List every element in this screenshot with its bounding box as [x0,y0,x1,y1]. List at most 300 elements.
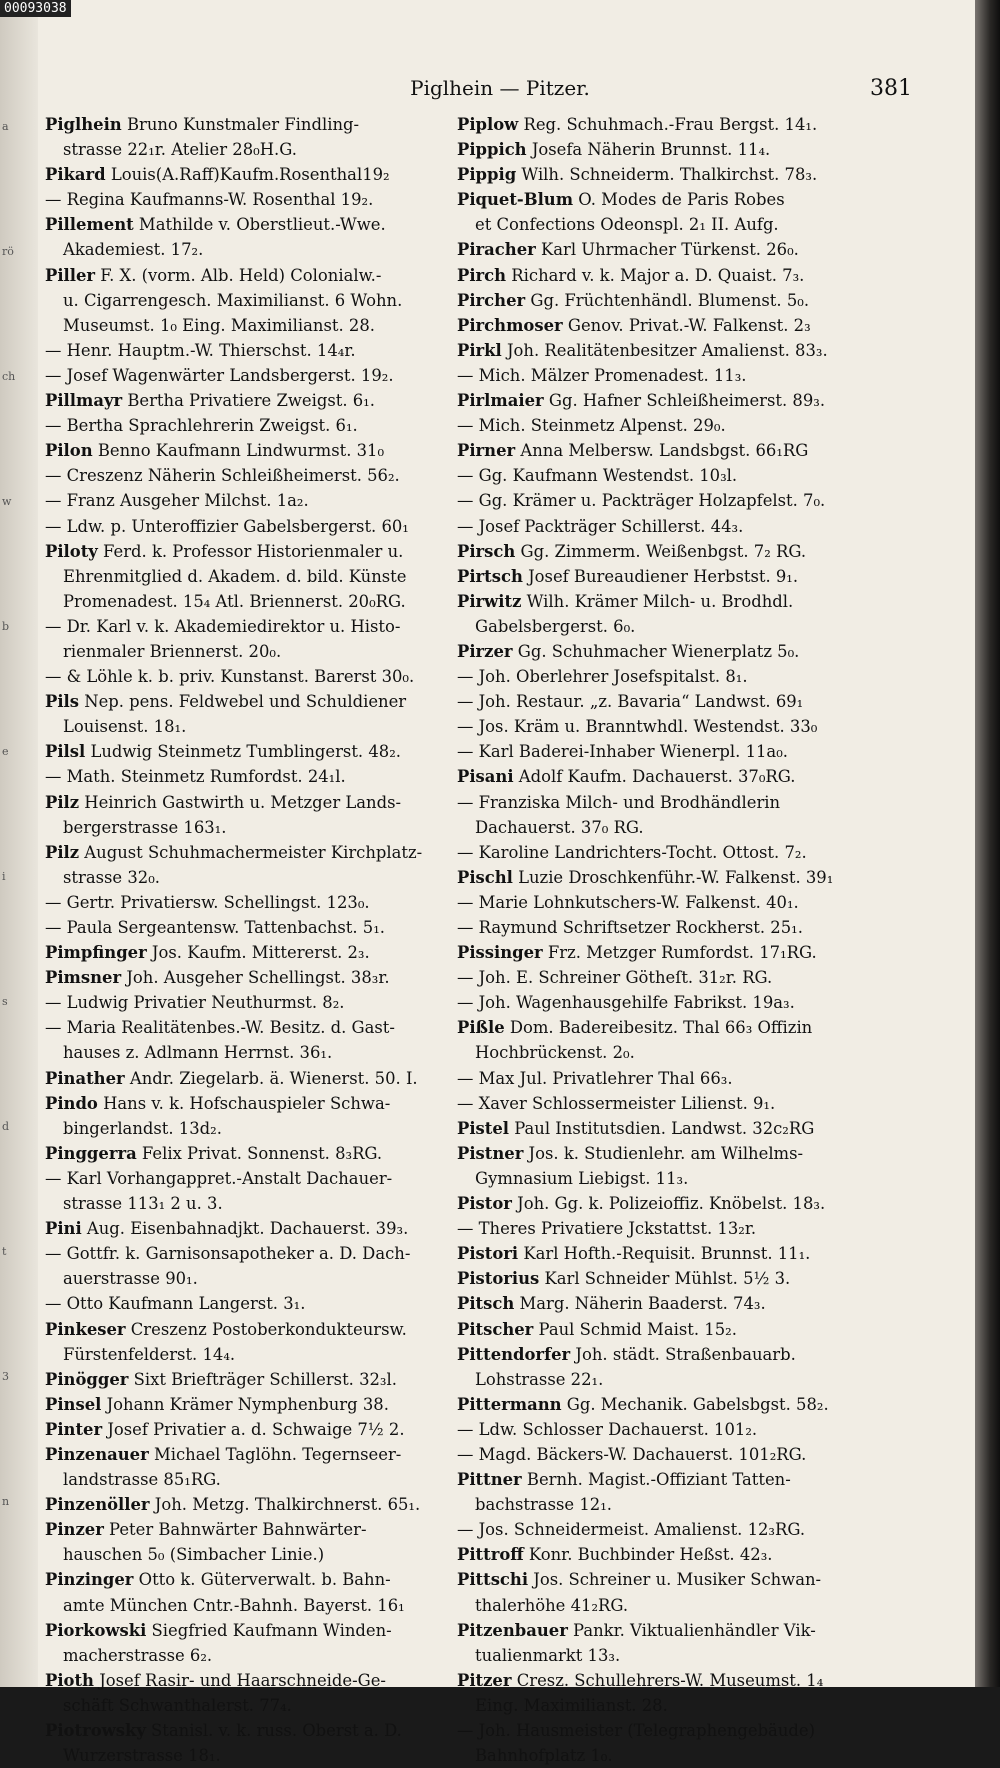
directory-line [457,1266,879,1291]
entry-text: Pankr. Viktualienhändler Vik- [567,1620,816,1640]
surname: Pillement [45,215,134,235]
surname: Pirtsch [457,566,523,586]
directory-line [45,689,467,714]
directory-line [45,965,467,990]
entry-text: Karl Hofth.-Requisit. Brunnst. 11₁. [518,1244,811,1264]
directory-line [45,1291,467,1316]
surname: Pinögger [45,1369,129,1389]
entry-text: Adolf Kaufm. Dachauerst. 37₀RG. [513,767,796,787]
surname: Pistner [457,1143,524,1163]
entry-text: — Regina Kaufmanns-W. Rosenthal 19₂. [45,190,374,210]
entry-text: Ferd. k. Professor Historienmaler u. [97,541,404,561]
entry-text: — Otto Kaufmann Langerst. 3₁. [45,1294,306,1314]
directory-line [457,1417,879,1442]
directory-line [45,1241,467,1266]
entry-text: schäft Schwanthalerst. 77₄. [63,1695,292,1715]
margin-fragment: b [2,620,10,633]
entry-text: hauschen 5₀ (Simbacher Linie.) [63,1545,325,1565]
entry-text: O. Modes de Paris Robes [573,190,785,210]
entry-text: Marg. Näherin Baaderst. 74₃. [514,1294,766,1314]
entry-text: Sixt Briefträger Schillerst. 32₃l. [128,1369,397,1389]
directory-line [457,363,879,388]
directory-line [45,488,467,513]
margin-fragment: e [2,745,9,758]
directory-line [45,739,467,764]
directory-line [45,162,467,187]
entry-text: — Joh. Restaur. „z. Bavaria“ Landwst. 69₁ [457,692,804,712]
entry-text: Lohstrasse 22₁. [475,1369,604,1389]
entry-text: Akademiest. 17₂. [63,240,204,260]
entry-text: Joh. Metzg. Thalkirchnerst. 65₁. [149,1495,421,1515]
entry-text: Wurzerstrasse 18₁. [63,1746,221,1766]
entry-text: — Henr. Hauptm.-W. Thierschst. 14₄r. [45,340,356,360]
directory-line [457,1141,879,1166]
directory-line [457,112,879,137]
margin-fragment: a [2,120,9,133]
entry-text: Andr. Ziegelarb. ä. Wienerst. 50. I. [124,1068,418,1088]
surname: Piller [45,265,96,285]
surname: Pistor [457,1194,512,1214]
surname: Pilz [45,842,80,862]
directory-line [457,739,879,764]
entry-text: August Schuhmachermeister Kirchplatz- [79,842,423,862]
entry-text: Heinrich Gastwirth u. Metzger Lands- [79,792,402,812]
directory-line [45,413,467,438]
book-spine [975,0,1000,1687]
entry-text: — Max Jul. Privatlehrer Thal 66₃. [457,1068,733,1088]
entry-text: Louisenst. 18₁. [63,717,187,737]
directory-line [45,1668,467,1693]
directory-line [45,1040,467,1065]
directory-line [45,915,467,940]
entry-text: Peter Bahnwärter Bahnwärter- [103,1520,367,1540]
directory-line [45,1618,467,1643]
entry-text: strasse 113₁ 2 u. 3. [63,1194,223,1214]
surname: Pissinger [457,943,543,963]
entry-text: Eing. Maximilianst. 28. [475,1695,668,1715]
margin-fragment: d [2,1120,10,1133]
surname: Pinzenauer [45,1444,149,1464]
previous-page-edge [0,0,38,1687]
directory-line [45,714,467,739]
directory-line [457,1291,879,1316]
surname: Pirner [457,441,516,461]
surname: Pistori [457,1244,519,1264]
directory-line [45,1593,467,1618]
directory-line [457,790,879,815]
entry-text: Gg. Früchtenhändl. Blumenst. 5₀. [525,290,810,310]
entry-text: Josefa Näherin Brunnst. 11₄. [526,140,771,160]
directory-line [45,589,467,614]
surname: Piloty [45,541,98,561]
surname: Pittschi [457,1570,529,1590]
directory-line [45,1567,467,1592]
directory-line [457,1618,879,1643]
directory-line [45,940,467,965]
surname: Piotrowsky [45,1721,146,1740]
entry-text: Joh. Gg. k. Polizeioffiz. Knöbelst. 18₃. [511,1194,826,1214]
surname: Piracher [457,240,536,260]
directory-line [45,313,467,338]
entry-text: — Ldw. Schlosser Dachauerst. 101₂. [457,1419,758,1439]
entry-text: Stanisl. v. k. russ. Oberst a. D. [145,1721,402,1740]
directory-line [45,388,467,413]
surname: Pinzinger [45,1570,134,1590]
entry-text: — Gg. Krämer u. Packträger Holzapfelst. 7₀. [457,491,826,511]
directory-line [45,890,467,915]
entry-text: bachstrasse 12₁. [475,1495,612,1515]
entry-text: Gymnasium Liebigst. 11₃. [475,1168,689,1188]
entry-text: Creszenz Postoberkondukteursw. [125,1319,407,1339]
entry-text: Otto k. Güterverwalt. b. Bahn- [133,1570,391,1590]
entry-text: Wilh. Schneiderm. Thalkirchst. 78₃. [516,165,818,185]
entry-text: — Gertr. Privatiersw. Schellingst. 123₀. [45,892,370,912]
directory-line [457,965,879,990]
margin-fragment: s [2,995,8,1008]
surname: Pillmayr [45,391,123,411]
entry-text: Gg. Schuhmacher Wienerplatz 5₀. [512,641,800,661]
page-number: 381 [870,76,912,101]
surname: Pinzenöller [45,1495,150,1515]
directory-line [457,237,879,262]
directory-line [45,1417,467,1442]
surname: Pinggerra [45,1143,137,1163]
surname: Pistel [457,1118,510,1138]
entry-text: — Joh. Oberlehrer Josefspitalst. 8₁. [457,667,748,687]
directory-line [457,212,879,237]
running-title: Piglhein — Pitzer. [410,76,590,100]
directory-line [457,263,879,288]
directory-line [45,137,467,162]
entry-text: — Magd. Bäckers-W. Dachauerst. 101₂RG. [457,1444,807,1464]
surname: Pittroff [457,1545,524,1565]
entry-text: — Creszenz Näherin Schleißheimerst. 56₂. [45,466,400,486]
directory-line [457,137,879,162]
directory-line [45,1467,467,1492]
entry-text: — Raymund Schriftsetzer Rockherst. 25₁. [457,918,803,937]
directory-line [45,1643,467,1668]
entry-text: F. X. (vorm. Alb. Held) Colonialw.- [95,265,382,285]
directory-line [457,514,879,539]
entry-text: Anna Melbersw. Landsbgst. 66₁RG [515,441,809,461]
entry-text: Bernh. Magist.-Offiziant Tatten- [521,1470,791,1490]
entry-text: — Franz Ausgeher Milchst. 1a₂. [45,491,309,511]
directory-line [457,1743,879,1768]
directory-line [457,1216,879,1241]
entry-text: Konr. Buchbinder Heßst. 42₃. [523,1545,773,1565]
entry-text: Paul Institutsdien. Landwst. 32c₂RG [509,1118,815,1138]
directory-line [457,1166,879,1191]
surname: Pisani [457,767,514,787]
margin-fragment: n [2,1495,10,1508]
entry-text: Jos. Kaufm. Mittererst. 2₃. [146,943,370,963]
entry-text: strasse 32₀. [63,867,160,887]
directory-line [45,1091,467,1116]
directory-line [457,438,879,463]
entry-text: — Jos. Schneidermeist. Amalienst. 12₃RG. [457,1520,806,1540]
directory-line [457,1241,879,1266]
entry-text: Luzie Droschkenführ.-W. Falkenst. 39₁ [512,867,834,887]
surname: Pimpfinger [45,943,147,963]
directory-line [457,288,879,313]
directory-line [457,1467,879,1492]
surname: Pippich [457,140,527,160]
directory-line [45,639,467,664]
directory-line [457,162,879,187]
entry-text: thalerhöhe 41₂RG. [475,1595,629,1615]
entry-text: — Marie Lohnkutschers-W. Falkenst. 40₁. [457,892,799,912]
entry-text: rienmaler Briennerst. 20₀. [63,641,282,661]
directory-line [457,1492,879,1517]
surname: Pirsch [457,541,516,561]
entry-text: — Ludwig Privatier Neuthurmst. 8₂. [45,993,345,1013]
directory-line [45,187,467,212]
directory-line [457,1542,879,1567]
entry-text: — Paula Sergeantensw. Tattenbachst. 5₁. [45,918,385,937]
directory-line [457,1593,879,1618]
entry-text: amte München Cntr.-Bahnh. Bayerst. 16₁ [63,1595,405,1615]
directory-line [457,1191,879,1216]
entry-text: — Josef Wagenwärter Landsbergerst. 19₂. [45,365,394,385]
directory-line [45,1693,467,1718]
directory-line [45,1367,467,1392]
directory-line [457,764,879,789]
entry-text: Gabelsbergerst. 6₀. [475,616,636,636]
directory-line [457,463,879,488]
directory-line [45,840,467,865]
directory-line [45,1442,467,1467]
surname: Pirzer [457,641,513,661]
directory-line [45,1266,467,1291]
entry-text: auerstrasse 90₁. [63,1269,198,1289]
directory-line [45,1392,467,1417]
entry-text: Siegfried Kaufmann Winden- [146,1620,392,1640]
directory-line [457,1668,879,1693]
entry-text: Cresz. Schullehrers-W. Museumst. 1₄ [511,1670,824,1690]
directory-line [45,212,467,237]
entry-text: Hans v. k. Hofschauspieler Schwa- [97,1093,391,1113]
directory-line [45,363,467,388]
entry-text: — Jos. Kräm u. Branntwhdl. Westendst. 33₀ [457,717,818,737]
entry-text: tualienmarkt 13₃. [475,1645,621,1665]
entry-text: — Mich. Mälzer Promenadest. 11₃. [457,365,747,385]
directory-line [457,1517,879,1542]
surname: Pinsel [45,1394,102,1414]
directory-line [45,564,467,589]
entry-text: — & Löhle k. b. priv. Kunstanst. Barerst 30₀. [45,667,415,687]
entry-text: Richard v. k. Major a. D. Quaist. 7₃. [506,265,805,285]
directory-line [45,815,467,840]
directory-line [45,1066,467,1091]
entry-text: Bahnhofplatz 1₀. [475,1746,613,1766]
directory-line [457,338,879,363]
entry-text: — Karl Vorhangappret.-Anstalt Dachauer- [45,1168,393,1188]
surname: Piorkowski [45,1620,147,1640]
entry-text: — Gottfr. k. Garnisonsapotheker a. D. Dach- [45,1244,411,1264]
entry-text: — Joh. E. Schreiner Götheſt. 31₂r. RG. [457,968,773,988]
margin-fragment: 3 [2,1370,9,1383]
entry-text: Michael Taglöhn. Tegernseer- [148,1444,402,1464]
directory-line [45,1015,467,1040]
directory-line [457,488,879,513]
surname: Pirlmaier [457,391,544,411]
entry-text: Paul Schmid Maist. 15₂. [533,1319,737,1339]
entry-text: Aug. Eisenbahnadjkt. Dachauerst. 39₃. [81,1219,409,1239]
surname: Pitscher [457,1319,534,1339]
directory-line [457,1091,879,1116]
entry-text: — Mich. Steinmetz Alpenst. 29₀. [457,416,726,436]
directory-line [45,990,467,1015]
directory-line [457,1317,879,1342]
surname: Pioth [45,1670,94,1690]
entry-text: — Math. Steinmetz Rumfordst. 24₁l. [45,767,346,787]
margin-fragment: rö [2,245,14,258]
directory-line [45,1517,467,1542]
directory-line [457,388,879,413]
directory-line [457,1567,879,1592]
directory-line [457,589,879,614]
entry-text: Bruno Kunstmaler Findling- [121,115,360,134]
entry-text: Reg. Schuhmach.-Frau Bergst. 14₁. [518,115,818,134]
entry-text: — Gg. Kaufmann Westendst. 10₃l. [457,466,738,486]
directory-line [457,1015,879,1040]
entry-text: Josef Rasir- und Haarschneide-Ge- [93,1670,386,1690]
entry-text: — Bertha Sprachlehrerin Zweigst. 6₁. [45,416,358,436]
entry-text: Dom. Badereibesitz. Thal 66₃ Offizin [504,1018,813,1038]
directory-line [457,915,879,940]
entry-text: Wilh. Krämer Milch- u. Brodhdl. [521,591,794,611]
directory-line [457,815,879,840]
entry-text: macherstrasse 6₂. [63,1645,213,1665]
surname: Piglhein [45,115,122,134]
directory-line [457,1066,879,1091]
directory-line [457,714,879,739]
entry-text: — Josef Packträger Schillerst. 44₃. [457,516,744,536]
entry-text: Bertha Privatiere Zweigst. 6₁. [122,391,375,411]
entry-text: Felix Privat. Sonnenst. 8₃RG. [136,1143,383,1163]
directory-line [457,689,879,714]
entry-text: Josef Privatier a. d. Schwaige 7½ 2. [102,1419,405,1439]
directory-line [457,1367,879,1392]
surname: Pittermann [457,1394,562,1414]
directory-line [45,1116,467,1141]
directory-line [45,1191,467,1216]
entry-text: Josef Bureaudiener Herbstst. 9₁. [522,566,799,586]
surname: Pittendorfer [457,1344,571,1364]
entry-text: Mathilde v. Oberstlieut.-Wwe. [133,215,386,235]
directory-line [45,1216,467,1241]
entry-text: Johann Krämer Nymphenburg 38. [101,1394,389,1414]
directory-line [45,1718,467,1743]
surname: Pitzenbauer [457,1620,568,1640]
directory-line [457,639,879,664]
margin-fragment: t [2,1245,7,1258]
directory-line [457,614,879,639]
directory-line [45,112,467,137]
surname: Pini [45,1219,82,1239]
entry-text: u. Cigarrengesch. Maximilianst. 6 Wohn. [63,290,403,310]
directory-line [45,664,467,689]
entry-text: — Theres Privatiere Jckstattst. 13₂r. [457,1219,757,1239]
entry-text: — Karoline Landrichters-Tocht. Ottost. 7₂. [457,842,807,862]
directory-line [45,288,467,313]
directory-line [457,890,879,915]
surname: Pinather [45,1068,125,1088]
entry-text: — Karl Baderei-Inhaber Wienerpl. 11a₀. [457,742,788,762]
entry-text: strasse 22₁r. Atelier 28₀H.G. [63,140,297,160]
entry-text: Ehrenmitglied d. Akadem. d. bild. Künste [63,566,407,586]
directory-line [45,865,467,890]
directory-line [457,990,879,1015]
surname: Pitsch [457,1294,515,1314]
directory-line [457,1693,879,1718]
entry-text: hauses z. Adlmann Herrnst. 36₁. [63,1043,333,1063]
directory-line [457,1392,879,1417]
directory-line [457,539,879,564]
surname: Pirwitz [457,591,522,611]
directory-line [45,263,467,288]
entry-text: Karl Uhrmacher Türkenst. 26₀. [535,240,799,260]
directory-line [45,1317,467,1342]
directory-line [457,313,879,338]
entry-text: Gg. Zimmerm. Weißenbgst. 7₂ RG. [515,541,807,561]
entry-text: Frz. Metzger Rumfordst. 17₁RG. [542,943,817,963]
directory-line [457,1040,879,1065]
entry-text: bergerstrasse 163₁. [63,817,227,837]
surname: Pirch [457,265,507,285]
entry-text: Dachauerst. 37₀ RG. [475,817,644,837]
left-column [45,112,467,1768]
directory-line [457,1718,879,1743]
entry-text: Gg. Hafner Schleißheimerst. 89₃. [543,391,826,411]
directory-line [457,1342,879,1367]
directory-line [45,764,467,789]
directory-line [45,463,467,488]
entry-text: Hochbrückenst. 2₀. [475,1043,635,1063]
directory-line [45,1342,467,1367]
entry-text: bingerlandst. 13d₂. [63,1118,222,1138]
directory-line [45,790,467,815]
entry-text: — Dr. Karl v. k. Akademiedirektor u. Histo- [45,616,401,636]
surname: Pinkeser [45,1319,126,1339]
entry-text: Gg. Mechanik. Gabelsbgst. 58₂. [561,1394,829,1414]
margin-fragment: i [2,870,6,883]
surname: Pils [45,692,80,712]
page-header [60,76,930,106]
entry-text: Louis(A.Raff)Kaufm.Rosenthal19₂ [105,165,390,185]
directory-line [45,237,467,262]
entry-text: Karl Schneider Mühlst. 5½ 3. [539,1269,791,1289]
directory-line [45,539,467,564]
entry-text: Genov. Privat.-W. Falkenst. 2₃ [562,315,811,335]
entry-text: et Confections Odeonspl. 2₁ II. Aufg. [475,215,779,235]
surname: Pistorius [457,1269,540,1289]
surname: Pippig [457,165,517,185]
surname: Pittner [457,1470,522,1490]
entry-text: Museumst. 1₀ Eing. Maximilianst. 28. [63,315,375,335]
directory-line [45,514,467,539]
surname: Pikard [45,165,106,185]
entry-text: landstrasse 85₁RG. [63,1470,221,1490]
surname: Pinzer [45,1520,104,1540]
entry-text: Nep. pens. Feldwebel und Schuldiener [79,692,407,712]
entry-text: Benno Kaufmann Lindwurmst. 31₀ [92,441,385,461]
entry-text: Jos. k. Studienlehr. am Wilhelms- [523,1143,804,1163]
entry-text: Promenadest. 15₄ Atl. Briennerst. 20₀RG. [63,591,406,611]
margin-fragment: w [2,495,12,508]
directory-line [45,438,467,463]
surname: Pinter [45,1419,103,1439]
